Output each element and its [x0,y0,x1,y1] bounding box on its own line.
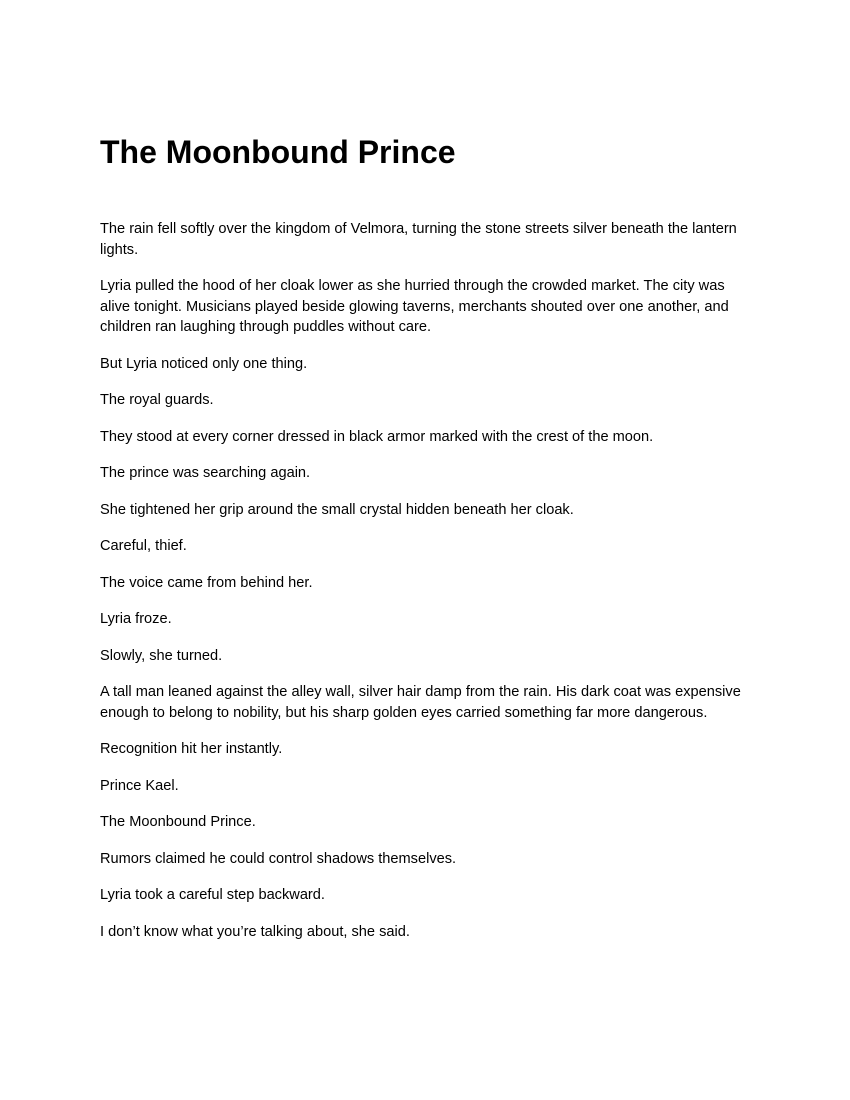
paragraph: Prince Kael. [100,777,179,794]
paragraph: Recognition hit her instantly. [100,741,283,757]
paragraph: Lyria froze. [100,611,172,627]
paragraph: The voice came from behind her. [100,574,313,591]
paragraph: Slowly, she turned. [100,647,223,664]
paragraph: The royal guards. [100,392,214,408]
paragraph: The prince was searching again. [100,465,311,481]
paragraph: Careful, thief. [100,538,187,554]
paragraph: A tall man leaned against the alley wall, silver hair damp from the rain. His dark coat was expensive enough to belong to nobility, but his sharp golden eyes carried something far more dangerous. [100,684,741,721]
paragraph: Lyria pulled the hood of her cloak lower as she hurried through the crowded market. The city was alive tonight. Musicians played beside glowing taverns, merchants shouted over one another, and children ran laughing through puddles without care. [100,278,729,335]
paragraph: Lyria took a careful step backward. [100,887,325,903]
paragraph: The rain fell softly over the kingdom of Velmora, turning the stone streets silver beneath the lantern lights. [100,221,737,258]
document-title: The Moonbound Prince [100,134,456,170]
document-body [100,219,750,942]
paragraph: Rumors claimed he could control shadows themselves. [100,850,457,867]
paragraph: The Moonbound Prince. [100,814,256,830]
paragraph: She tightened her grip around the small crystal hidden beneath her cloak. [100,501,574,518]
paragraph: They stood at every corner dressed in black armor marked with the crest of the moon. [100,428,654,445]
paragraph: But Lyria noticed only one thing. [100,355,308,372]
paragraph: I don’t know what you’re talking about, she said. [100,923,410,940]
